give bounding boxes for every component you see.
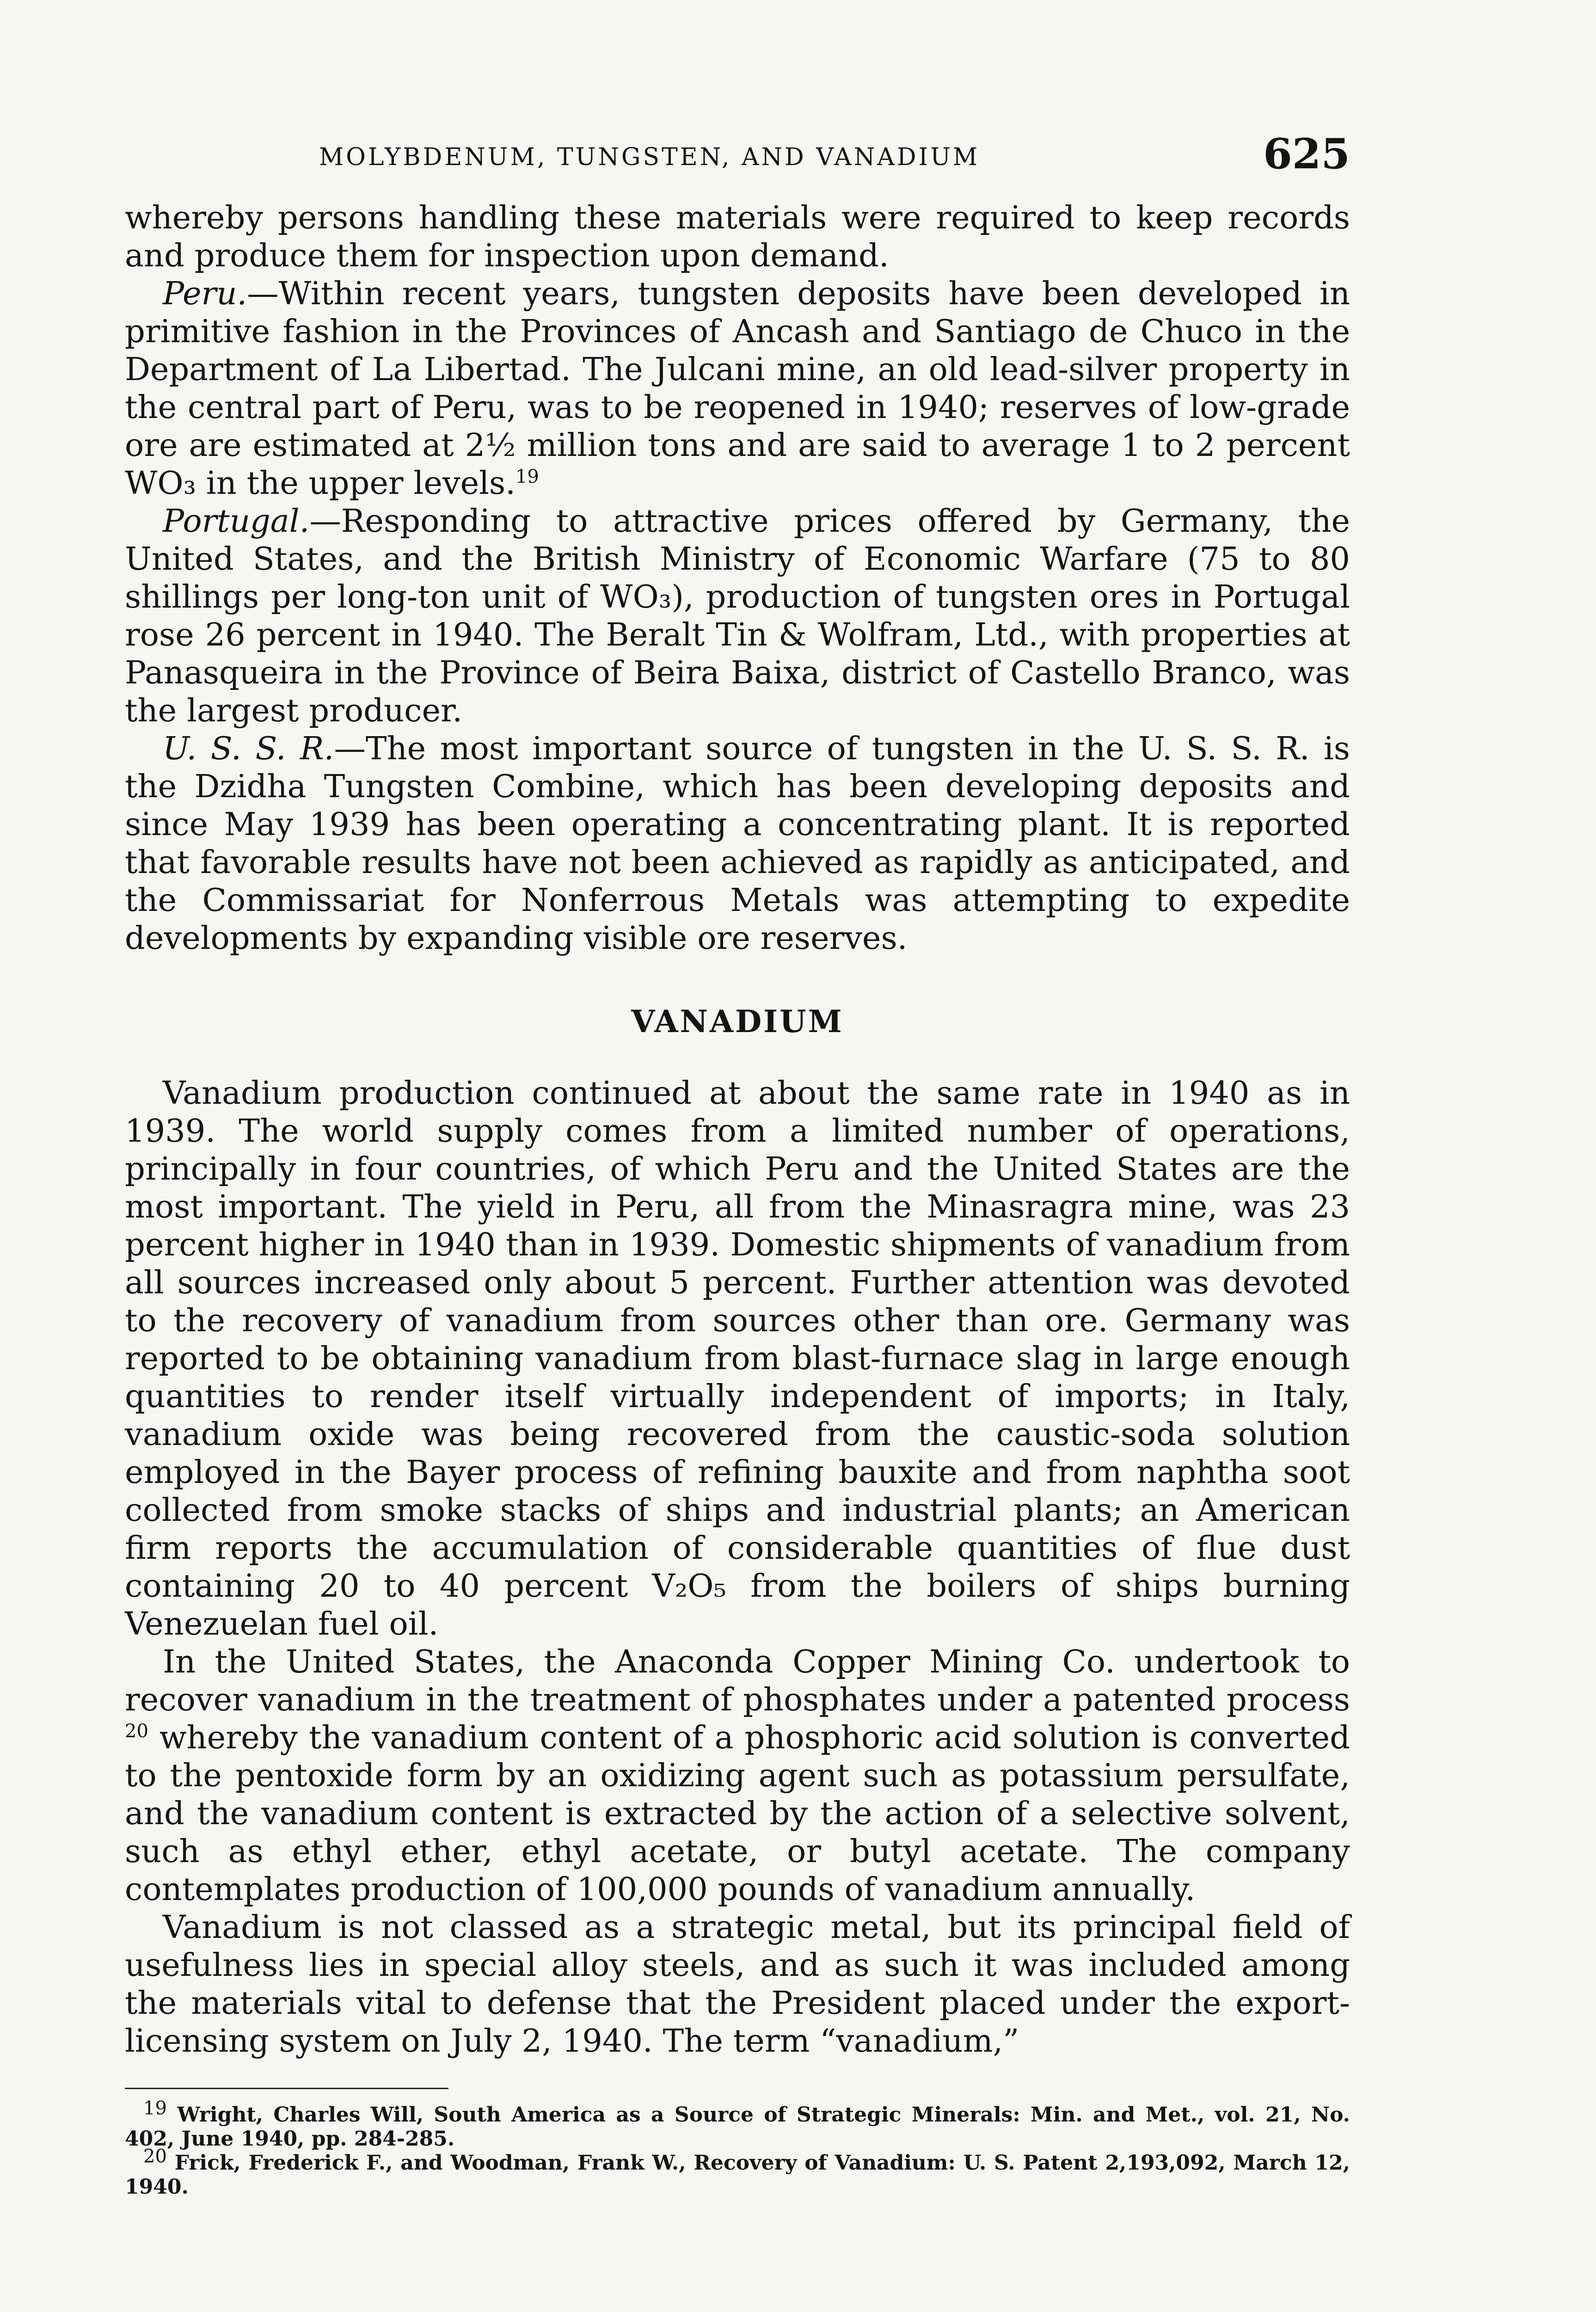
paragraph-peru: Peru.—Within recent years, tungsten deposits have been developed in primitive fashion in the Provinces of Ancash and Santiago de Chuco in the Department of La Libertad. The Julcani mine, an old lead-silver property in the central part of Peru, was to be reopened in 1940; reserves of low-grade ore are estimated at 2½ million tons and are said to average 1 to 2 percent WO₃ in the upper levels.$^{19}$ bbox=[125, 275, 1350, 502]
paragraph-vanadium-3: Vanadium is not classed as a strategic metal, but its principal field of usefulness lies in special alloy steels, and as such it was included among the materials vital to defense that the President placed under the export-licensing system on July 2, 1940. The term “vanadium,” bbox=[125, 1909, 1350, 2060]
paragraph-ussr: U. S. S. R.—The most important source of tungsten in the U. S. S. R. is the Dzidha Tungsten Combine, which has been developing deposits and since May 1939 has been operating a concentrating plant. It is reported that favorable results have not been achieved as rapidly as anticipated, and the Commissariat for Nonferrous Metals was attempting to expedite developments by expanding visible ore reserves. bbox=[125, 730, 1350, 957]
running-head bbox=[125, 129, 1350, 185]
footnote-marker: 20 bbox=[143, 2146, 167, 2167]
page-number: 625 bbox=[1263, 129, 1350, 178]
footnote-rule bbox=[125, 2088, 448, 2089]
footnote: $^{20}$ Frick, Frederick F., and Woodman, Frank W., Recovery of Vanadium: U. S. Patent 2,193,092, March 12, 1940. bbox=[125, 2146, 1350, 2199]
run-in-heading: Peru. bbox=[163, 275, 247, 312]
footnote: $^{19}$ Wright, Charles Will, South America as a Source of Strategic Minerals: Min. and Met., vol. 21, No. 402, June 1940, pp. 284-285. bbox=[125, 2097, 1350, 2151]
footnote-marker: 19 bbox=[143, 2097, 167, 2119]
paragraph-vanadium-1: Vanadium production continued at about the same rate in 1940 as in 1939. The world supply comes from a limited number of operations, principally in four countries, of which Peru and the United States are the most important. The yield in Peru, all from the Minasragra mine, was 23 percent higher in 1940 than in 1939. Domestic shipments of vanadium from all sources increased only about 5 percent. Further attention was devoted to the recovery of vanadium from sources other than ore. Germany was reported to be obtaining vanadium from blast-furnace slag in large enough quantities to render itself virtually independent of imports; in Italy, vanadium oxide was being recovered from the caustic-soda solution employed in the Bayer process of refining bauxite and from naphtha soot collected from smoke stacks of ships and industrial plants; an American firm reports the accumulation of considerable quantities of flue dust containing 20 to 40 percent V₂O₅ from the boilers of ships burning Venezuelan fuel oil. bbox=[125, 1075, 1350, 1642]
section-heading: VANADIUM bbox=[631, 1003, 844, 1039]
paragraph-portugal: Portugal.—Responding to attractive prices offered by Germany, the United States, and the British Ministry of Economic Warfare (75 to 80 shillings per long-ton unit of WO₃), production of tungsten ores in Portugal rose 26 percent in 1940. The Beralt Tin & Wolfram, Ltd., with properties at Panasqueira in the Province of Beira Baixa, district of Castello Branco, was the largest producer. bbox=[125, 503, 1350, 729]
paragraph-continuation: whereby persons handling these materials were required to keep records and produce them for inspection upon demand. bbox=[125, 199, 1350, 274]
run-in-heading: U. S. S. R. bbox=[163, 730, 334, 767]
paragraph-vanadium-2: In the United States, the Anaconda Copper Mining Co. undertook to recover vanadium in the treatment of phosphates under a patented process $^{20}$ whereby the vanadium content of a phosphoric acid solution is converted to the pentoxide form by an oxidizing agent such as potassium persulfate, and the vanadium content is extracted by the action of a selective solvent, such as ethyl ether, ethyl acetate, or butyl acetate. The company contemplates production of 100,000 pounds of vanadium annually. bbox=[125, 1643, 1350, 1908]
running-title: MOLYBDENUM, TUNGSTEN, AND VANADIUM bbox=[319, 143, 980, 171]
run-in-heading: Portugal. bbox=[163, 503, 310, 540]
footnote-ref: 19 bbox=[515, 466, 539, 488]
page bbox=[125, 129, 1350, 2199]
footnote-ref: 20 bbox=[125, 1721, 148, 1742]
